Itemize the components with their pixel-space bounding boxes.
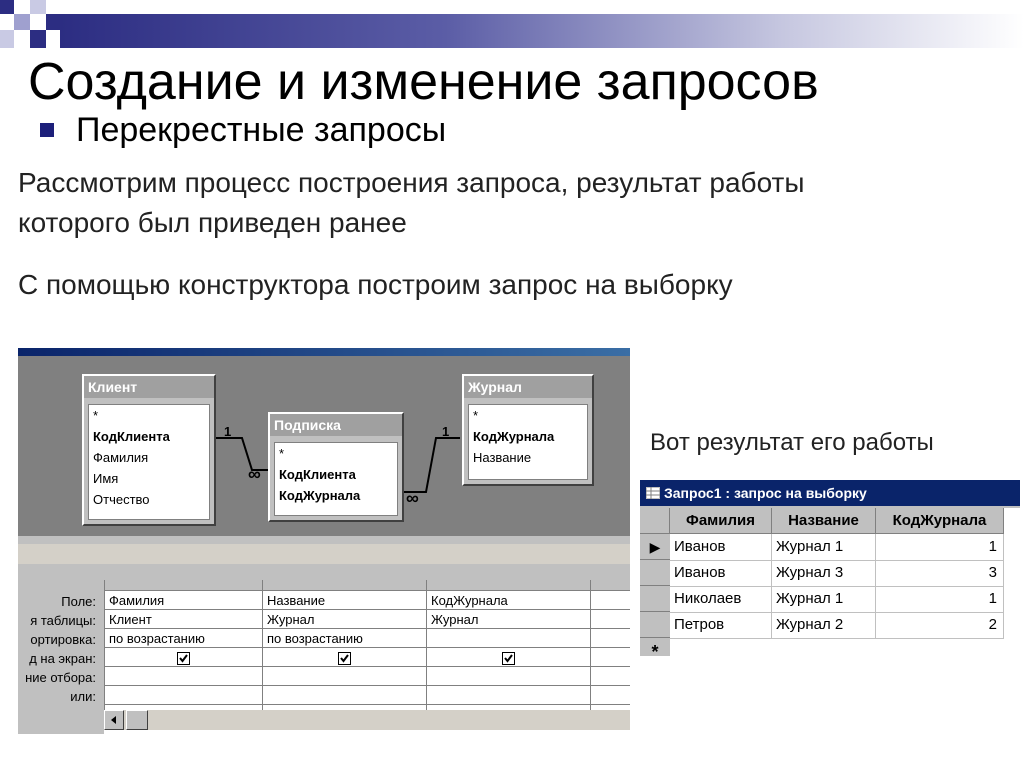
table-title[interactable]: Журнал xyxy=(464,376,592,398)
table-title[interactable]: Клиент xyxy=(84,376,214,398)
grid-table-cell[interactable]: Клиент xyxy=(109,612,152,627)
field-item[interactable]: КодЖурнала xyxy=(279,488,361,503)
grid-row-labels xyxy=(18,580,104,734)
table-cell[interactable]: 3 xyxy=(876,560,1004,587)
grid-label: ние отбора: xyxy=(25,670,96,685)
query-designer-window xyxy=(18,348,630,734)
show-checkbox[interactable] xyxy=(338,652,351,665)
table-cell[interactable]: Журнал 1 xyxy=(772,586,876,613)
field-list xyxy=(88,404,210,520)
table-klient[interactable] xyxy=(82,374,216,526)
show-checkbox[interactable] xyxy=(177,652,190,665)
grid-label: я таблицы: xyxy=(30,613,96,628)
relation-one-label: 1 xyxy=(442,424,450,439)
table-cell[interactable]: Журнал 3 xyxy=(772,560,876,587)
field-item[interactable]: * xyxy=(473,408,479,423)
field-item[interactable]: КодКлиента xyxy=(93,429,170,444)
grid-label: д на экран: xyxy=(29,651,96,666)
datasheet-icon xyxy=(646,487,660,499)
new-row-cell[interactable] xyxy=(772,638,876,639)
table-cell[interactable]: Иванов xyxy=(670,534,772,561)
result-datasheet xyxy=(640,508,1020,656)
deco-square xyxy=(0,30,14,48)
grid-sort-cell[interactable]: по возрастанию xyxy=(109,631,205,646)
bullet-square-icon xyxy=(40,123,54,137)
grid-field-cell[interactable]: Название xyxy=(267,593,326,608)
result-caption: Вот результат его работы xyxy=(650,429,934,456)
show-checkbox[interactable] xyxy=(502,652,515,665)
scroll-left-button[interactable] xyxy=(104,710,124,730)
deco-square xyxy=(30,30,46,48)
field-item[interactable]: * xyxy=(279,446,285,461)
new-row-cell[interactable] xyxy=(670,638,772,639)
field-list xyxy=(274,442,398,516)
table-title[interactable]: Подписка xyxy=(270,414,402,436)
paragraph-line: Рассмотрим процесс построения запроса, результат работы xyxy=(18,167,805,198)
bullet-text: Перекрестные запросы xyxy=(76,110,447,149)
slide-title: Создание и изменение запросов xyxy=(28,53,819,111)
field-item[interactable]: Имя xyxy=(93,471,119,486)
grid-field-cell[interactable]: Фамилия xyxy=(109,593,165,608)
result-title-bar[interactable] xyxy=(640,480,1020,506)
paragraph-line: которого был приведен ранее xyxy=(18,207,407,238)
record-selector[interactable] xyxy=(640,560,670,586)
relation-one-label: 1 xyxy=(224,424,232,439)
deco-square xyxy=(46,14,60,30)
design-grid xyxy=(18,580,630,734)
table-cell[interactable]: Журнал 1 xyxy=(772,534,876,561)
grid-table-cell[interactable]: Журнал xyxy=(431,612,479,627)
deco-square xyxy=(14,14,30,30)
header-gradient xyxy=(60,14,1024,48)
table-cell[interactable]: Николаев xyxy=(670,586,772,613)
record-selector[interactable] xyxy=(640,612,670,638)
result-window-title: Запрос1 : запрос на выборку xyxy=(664,485,867,501)
field-item[interactable]: КодКлиента xyxy=(279,467,356,482)
record-selector-new[interactable]: * xyxy=(640,638,670,656)
grid-sort-cell[interactable]: по возрастанию xyxy=(267,631,363,646)
horizontal-scrollbar[interactable] xyxy=(104,710,630,730)
paragraph-line: С помощью конструктора построим запрос на выборку xyxy=(18,269,733,300)
column-header[interactable]: КодЖурнала xyxy=(876,508,1004,534)
arrow-left-icon xyxy=(105,711,123,729)
table-cell[interactable]: Иванов xyxy=(670,560,772,587)
scroll-thumb[interactable] xyxy=(126,710,148,730)
table-cell[interactable]: Журнал 2 xyxy=(772,612,876,639)
grid-field-cell[interactable]: КодЖурнала xyxy=(431,593,508,608)
field-item[interactable]: Отчество xyxy=(93,492,150,507)
column-header[interactable]: Название xyxy=(772,508,876,534)
table-cell[interactable]: 2 xyxy=(876,612,1004,639)
relation-many-label: ∞ xyxy=(248,464,261,484)
grid-label: Поле: xyxy=(61,594,96,609)
field-item[interactable]: КодЖурнала xyxy=(473,429,555,444)
field-item[interactable]: Фамилия xyxy=(93,450,149,465)
grid-label: или: xyxy=(70,689,96,704)
header-band xyxy=(0,0,1024,48)
record-selector[interactable] xyxy=(640,586,670,612)
pane-splitter[interactable] xyxy=(18,536,630,580)
grid-label: ортировка: xyxy=(30,632,96,647)
table-cell[interactable]: Петров xyxy=(670,612,772,639)
grid-table-cell[interactable]: Журнал xyxy=(267,612,315,627)
checkmark-icon xyxy=(178,653,189,664)
designer-title-bar xyxy=(18,348,630,356)
record-selector-current[interactable]: ▶ xyxy=(640,534,670,560)
new-row-cell[interactable] xyxy=(876,638,1004,639)
table-podpiska[interactable] xyxy=(268,412,404,522)
relation-many-label: ∞ xyxy=(406,488,419,508)
query-result-window xyxy=(640,480,1020,656)
bullet-item xyxy=(40,110,446,150)
field-item[interactable]: Название xyxy=(473,450,532,465)
checkmark-icon xyxy=(503,653,514,664)
table-cell[interactable]: 1 xyxy=(876,534,1004,561)
relationship-line xyxy=(402,438,460,492)
table-zhurnal[interactable] xyxy=(462,374,594,486)
select-all-corner[interactable] xyxy=(640,508,670,534)
table-cell[interactable]: 1 xyxy=(876,586,1004,613)
field-list xyxy=(468,404,588,480)
field-item[interactable]: * xyxy=(93,408,99,423)
deco-square xyxy=(0,0,14,14)
deco-square xyxy=(30,0,46,14)
column-header[interactable]: Фамилия xyxy=(670,508,772,534)
checkmark-icon xyxy=(339,653,350,664)
